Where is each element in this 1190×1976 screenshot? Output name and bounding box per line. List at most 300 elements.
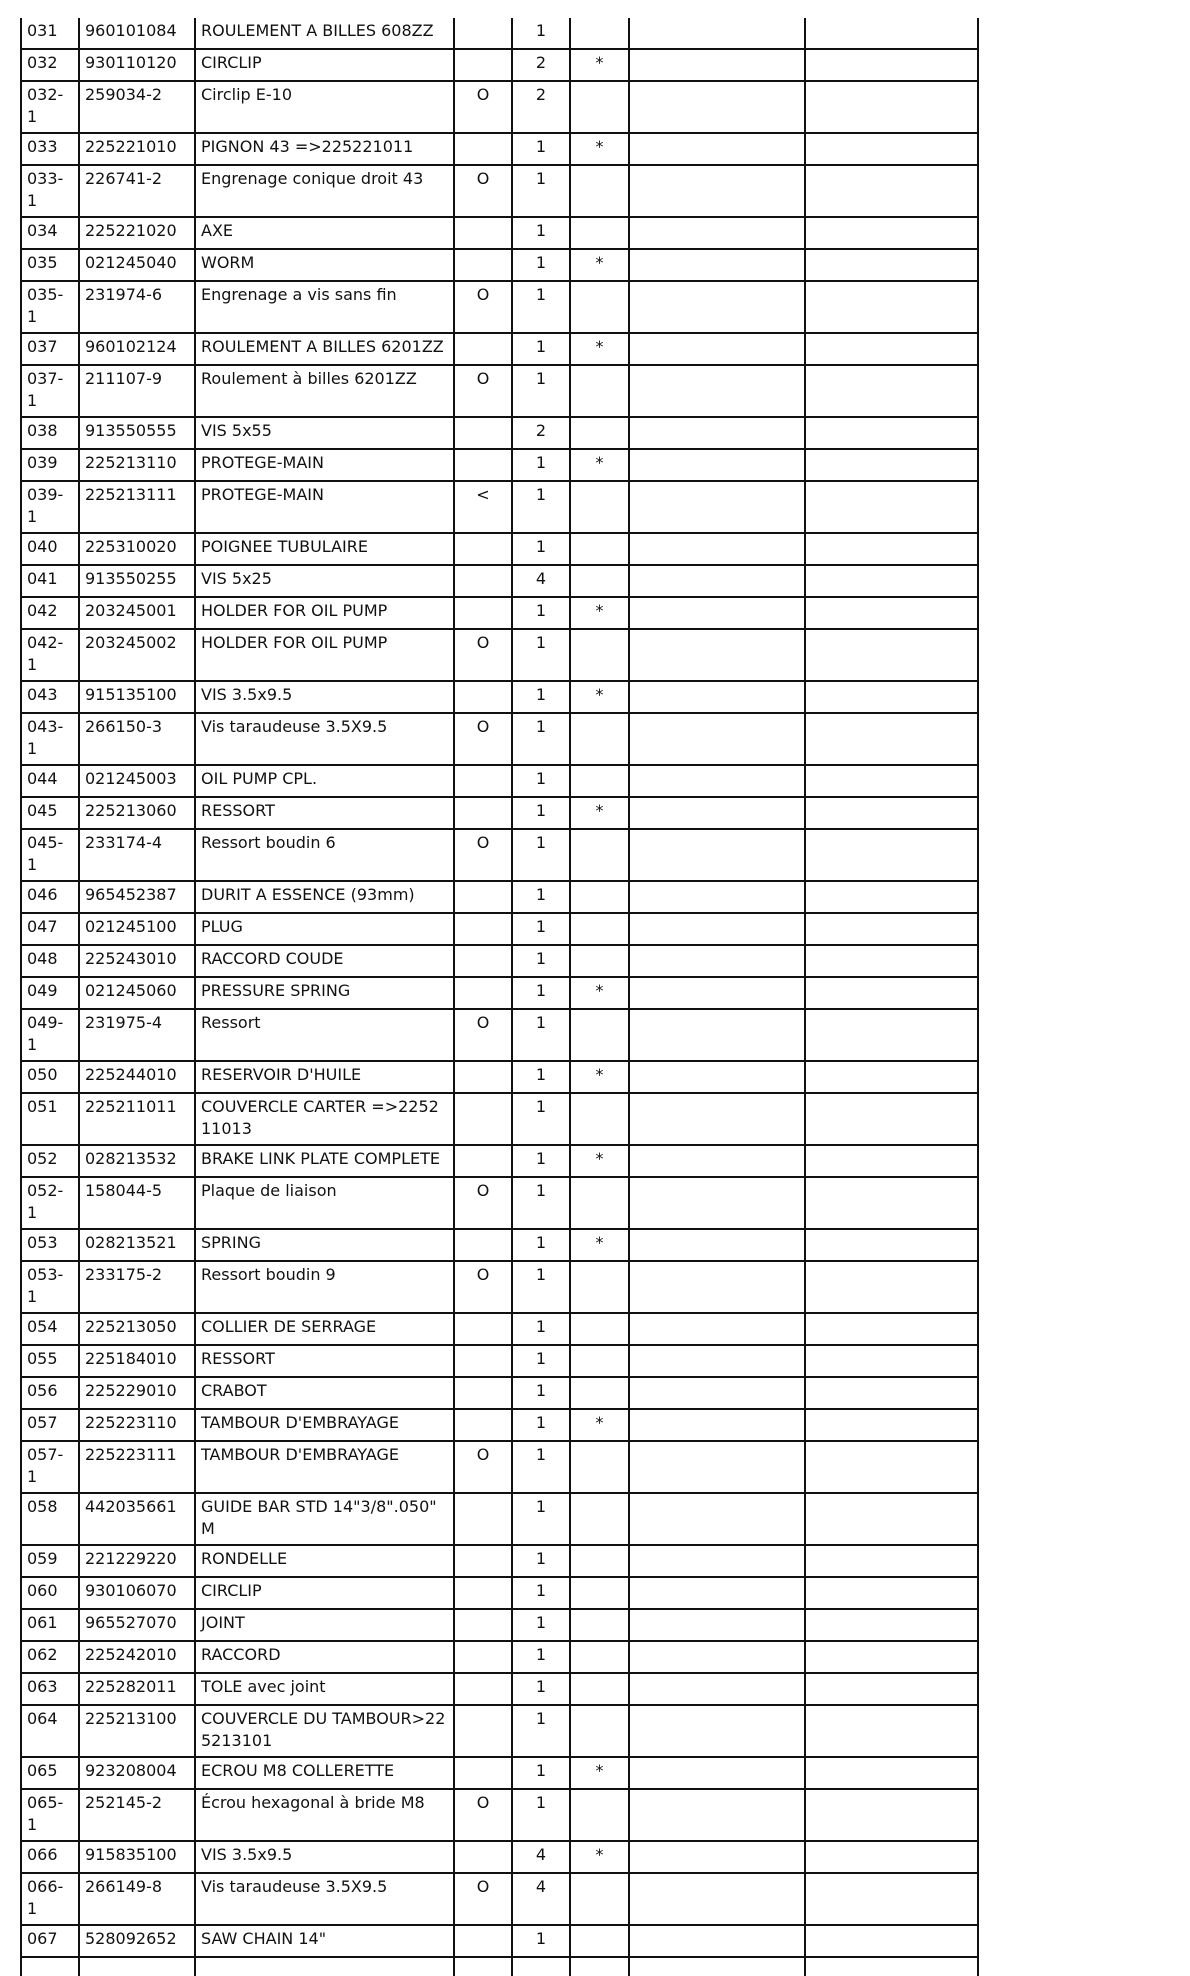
note-cell: * (570, 133, 629, 165)
table-row (21, 217, 978, 249)
part-number-cell: 203245002 (79, 629, 195, 681)
ref-cell: 044 (21, 765, 79, 797)
description-cell: VIS 3.5x9.5 (195, 1841, 454, 1873)
empty-cell (454, 1957, 512, 1976)
marker-cell (454, 1409, 512, 1441)
extra-cell-1 (629, 165, 805, 217)
quantity-cell: 1 (512, 1641, 570, 1673)
marker-cell: O (454, 1789, 512, 1841)
ref-cell: 033-1 (21, 165, 79, 217)
note-cell: * (570, 249, 629, 281)
extra-cell-1 (629, 1705, 805, 1757)
quantity-cell: 2 (512, 49, 570, 81)
marker-cell: O (454, 1177, 512, 1229)
table-row (21, 1093, 978, 1145)
note-cell: * (570, 333, 629, 365)
table-row (21, 1673, 978, 1705)
table-row (21, 1757, 978, 1789)
note-cell (570, 481, 629, 533)
part-number-cell: 965452387 (79, 881, 195, 913)
marker-cell (454, 1145, 512, 1177)
note-cell: * (570, 597, 629, 629)
quantity-cell: 4 (512, 1873, 570, 1925)
empty-cell (570, 1957, 629, 1976)
marker-cell (454, 1061, 512, 1093)
part-number-cell: 960102124 (79, 333, 195, 365)
note-cell (570, 1609, 629, 1641)
quantity-cell: 1 (512, 713, 570, 765)
quantity-cell: 1 (512, 797, 570, 829)
table-row (21, 829, 978, 881)
marker-cell (454, 18, 512, 49)
ref-cell: 066-1 (21, 1873, 79, 1925)
description-cell: PRESSURE SPRING (195, 977, 454, 1009)
description-cell: Vis taraudeuse 3.5X9.5 (195, 713, 454, 765)
ref-cell: 049 (21, 977, 79, 1009)
marker-cell (454, 133, 512, 165)
quantity-cell: 2 (512, 81, 570, 133)
note-cell: * (570, 49, 629, 81)
part-number-cell: 225213100 (79, 1705, 195, 1757)
part-number-cell: 915835100 (79, 1841, 195, 1873)
extra-cell-1 (629, 1093, 805, 1145)
description-cell: TOLE avec joint (195, 1673, 454, 1705)
table-row (21, 1577, 978, 1609)
quantity-cell: 1 (512, 165, 570, 217)
quantity-cell: 1 (512, 1061, 570, 1093)
note-cell (570, 1377, 629, 1409)
table-row (21, 1841, 978, 1873)
ref-cell: 055 (21, 1345, 79, 1377)
extra-cell-1 (629, 217, 805, 249)
table-row (21, 1313, 978, 1345)
description-cell: TAMBOUR D'EMBRAYAGE (195, 1441, 454, 1493)
note-cell (570, 1577, 629, 1609)
table-row (21, 713, 978, 765)
note-cell (570, 829, 629, 881)
part-number-cell: 021245040 (79, 249, 195, 281)
extra-cell-1 (629, 765, 805, 797)
table-row (21, 165, 978, 217)
quantity-cell: 1 (512, 629, 570, 681)
extra-cell-2 (805, 217, 978, 249)
table-row (21, 1061, 978, 1093)
marker-cell (454, 977, 512, 1009)
note-cell (570, 1705, 629, 1757)
ref-cell: 053-1 (21, 1261, 79, 1313)
part-number-cell: 913550255 (79, 565, 195, 597)
description-cell: Plaque de liaison (195, 1177, 454, 1229)
quantity-cell: 1 (512, 249, 570, 281)
description-cell: COUVERCLE CARTER =>225211013 (195, 1093, 454, 1145)
description-cell: Engrenage a vis sans fin (195, 281, 454, 333)
extra-cell-1 (629, 629, 805, 681)
ref-cell: 050 (21, 1061, 79, 1093)
extra-cell-2 (805, 449, 978, 481)
part-number-cell: 225282011 (79, 1673, 195, 1705)
ref-cell: 052 (21, 1145, 79, 1177)
table-row (21, 1609, 978, 1641)
table-row (21, 1493, 978, 1545)
extra-cell-2 (805, 1705, 978, 1757)
extra-cell-1 (629, 797, 805, 829)
extra-cell-1 (629, 18, 805, 49)
table-row (21, 249, 978, 281)
marker-cell: O (454, 713, 512, 765)
extra-cell-2 (805, 281, 978, 333)
description-cell: OIL PUMP CPL. (195, 765, 454, 797)
extra-cell-2 (805, 1229, 978, 1261)
ref-cell: 043 (21, 681, 79, 713)
marker-cell: O (454, 1873, 512, 1925)
quantity-cell: 1 (512, 18, 570, 49)
extra-cell-2 (805, 1577, 978, 1609)
part-number-cell: 158044-5 (79, 1177, 195, 1229)
extra-cell-2 (805, 713, 978, 765)
table-row (21, 1641, 978, 1673)
part-number-cell: 203245001 (79, 597, 195, 629)
ref-cell: 058 (21, 1493, 79, 1545)
extra-cell-2 (805, 417, 978, 449)
quantity-cell: 1 (512, 681, 570, 713)
note-cell: * (570, 797, 629, 829)
description-cell: VIS 5x25 (195, 565, 454, 597)
description-cell: Vis taraudeuse 3.5X9.5 (195, 1873, 454, 1925)
ref-cell: 039 (21, 449, 79, 481)
extra-cell-1 (629, 1261, 805, 1313)
description-cell: ECROU M8 COLLERETTE (195, 1757, 454, 1789)
quantity-cell: 1 (512, 1441, 570, 1493)
extra-cell-1 (629, 533, 805, 565)
part-number-cell: 225221020 (79, 217, 195, 249)
marker-cell (454, 417, 512, 449)
ref-cell: 059 (21, 1545, 79, 1577)
ref-cell: 060 (21, 1577, 79, 1609)
extra-cell-1 (629, 1673, 805, 1705)
marker-cell (454, 249, 512, 281)
part-number-cell: 225223111 (79, 1441, 195, 1493)
extra-cell-1 (629, 1345, 805, 1377)
extra-cell-2 (805, 49, 978, 81)
table-row (21, 533, 978, 565)
table-row (21, 1229, 978, 1261)
quantity-cell: 1 (512, 1377, 570, 1409)
extra-cell-2 (805, 1409, 978, 1441)
quantity-cell: 1 (512, 1009, 570, 1061)
extra-cell-1 (629, 1177, 805, 1229)
extra-cell-2 (805, 765, 978, 797)
marker-cell (454, 1229, 512, 1261)
extra-cell-1 (629, 49, 805, 81)
part-number-cell: 028213521 (79, 1229, 195, 1261)
note-cell (570, 1313, 629, 1345)
description-cell: WORM (195, 249, 454, 281)
extra-cell-2 (805, 81, 978, 133)
marker-cell (454, 1641, 512, 1673)
ref-cell: 035-1 (21, 281, 79, 333)
ref-cell: 041 (21, 565, 79, 597)
extra-cell-2 (805, 977, 978, 1009)
description-cell: CIRCLIP (195, 49, 454, 81)
note-cell (570, 1925, 629, 1957)
part-number-cell: 226741-2 (79, 165, 195, 217)
quantity-cell: 1 (512, 533, 570, 565)
extra-cell-1 (629, 829, 805, 881)
quantity-cell: 1 (512, 1789, 570, 1841)
marker-cell: O (454, 281, 512, 333)
description-cell: RESSORT (195, 1345, 454, 1377)
marker-cell (454, 1925, 512, 1957)
description-cell: DURIT A ESSENCE (93mm) (195, 881, 454, 913)
extra-cell-2 (805, 1261, 978, 1313)
description-cell: JOINT (195, 1609, 454, 1641)
table-row (21, 913, 978, 945)
ref-cell: 066 (21, 1841, 79, 1873)
extra-cell-2 (805, 1441, 978, 1493)
ref-cell: 042 (21, 597, 79, 629)
extra-cell-1 (629, 81, 805, 133)
extra-cell-1 (629, 597, 805, 629)
marker-cell (454, 597, 512, 629)
table-row (21, 1409, 978, 1441)
part-number-cell: 021245100 (79, 913, 195, 945)
extra-cell-1 (629, 913, 805, 945)
ref-cell: 034 (21, 217, 79, 249)
note-cell (570, 913, 629, 945)
quantity-cell: 2 (512, 417, 570, 449)
extra-cell-1 (629, 1441, 805, 1493)
extra-cell-1 (629, 565, 805, 597)
extra-cell-1 (629, 1145, 805, 1177)
note-cell (570, 417, 629, 449)
description-cell: RACCORD COUDE (195, 945, 454, 977)
table-row (21, 797, 978, 829)
marker-cell: O (454, 1441, 512, 1493)
note-cell (570, 629, 629, 681)
table-row (21, 945, 978, 977)
quantity-cell: 1 (512, 597, 570, 629)
table-row (21, 49, 978, 81)
marker-cell (454, 449, 512, 481)
quantity-cell: 1 (512, 1673, 570, 1705)
marker-cell: O (454, 629, 512, 681)
part-number-cell: 225213060 (79, 797, 195, 829)
description-cell: RONDELLE (195, 1545, 454, 1577)
note-cell (570, 365, 629, 417)
description-cell: COLLIER DE SERRAGE (195, 1313, 454, 1345)
note-cell (570, 1545, 629, 1577)
parts-list-table (20, 18, 979, 1976)
ref-cell: 045-1 (21, 829, 79, 881)
description-cell: Roulement à billes 6201ZZ (195, 365, 454, 417)
note-cell (570, 217, 629, 249)
description-cell: Écrou hexagonal à bride M8 (195, 1789, 454, 1841)
marker-cell (454, 49, 512, 81)
empty-cell (629, 1957, 805, 1976)
quantity-cell: 1 (512, 1177, 570, 1229)
extra-cell-1 (629, 1009, 805, 1061)
marker-cell (454, 765, 512, 797)
parts-list-body (21, 18, 978, 1976)
part-number-cell: 960101084 (79, 18, 195, 49)
marker-cell (454, 333, 512, 365)
extra-cell-2 (805, 1493, 978, 1545)
ref-cell: 065-1 (21, 1789, 79, 1841)
ref-cell: 049-1 (21, 1009, 79, 1061)
ref-cell: 065 (21, 1757, 79, 1789)
extra-cell-2 (805, 945, 978, 977)
marker-cell (454, 1377, 512, 1409)
description-cell: POIGNEE TUBULAIRE (195, 533, 454, 565)
extra-cell-1 (629, 481, 805, 533)
part-number-cell: 225310020 (79, 533, 195, 565)
note-cell (570, 1261, 629, 1313)
marker-cell (454, 1705, 512, 1757)
table-row (21, 365, 978, 417)
description-cell: Ressort boudin 9 (195, 1261, 454, 1313)
table-row (21, 1873, 978, 1925)
marker-cell (454, 1673, 512, 1705)
table-row (21, 133, 978, 165)
empty-cell (79, 1957, 195, 1976)
note-cell: * (570, 977, 629, 1009)
description-cell: COUVERCLE DU TAMBOUR>225213101 (195, 1705, 454, 1757)
part-number-cell: 225243010 (79, 945, 195, 977)
marker-cell (454, 913, 512, 945)
table-row-cut-off (21, 1957, 978, 1976)
extra-cell-1 (629, 365, 805, 417)
ref-cell: 057 (21, 1409, 79, 1441)
extra-cell-2 (805, 1789, 978, 1841)
part-number-cell: 915135100 (79, 681, 195, 713)
quantity-cell: 1 (512, 1705, 570, 1757)
ref-cell: 039-1 (21, 481, 79, 533)
quantity-cell: 1 (512, 333, 570, 365)
note-cell (570, 533, 629, 565)
extra-cell-2 (805, 1061, 978, 1093)
description-cell: Engrenage conique droit 43 (195, 165, 454, 217)
quantity-cell: 1 (512, 1093, 570, 1145)
ref-cell: 032 (21, 49, 79, 81)
description-cell: SAW CHAIN 14" (195, 1925, 454, 1957)
extra-cell-2 (805, 1177, 978, 1229)
marker-cell (454, 945, 512, 977)
marker-cell (454, 533, 512, 565)
quantity-cell: 1 (512, 1409, 570, 1441)
empty-cell (21, 1957, 79, 1976)
ref-cell: 037-1 (21, 365, 79, 417)
table-row (21, 1545, 978, 1577)
extra-cell-1 (629, 1229, 805, 1261)
extra-cell-1 (629, 133, 805, 165)
table-row (21, 597, 978, 629)
note-cell (570, 1789, 629, 1841)
extra-cell-2 (805, 1757, 978, 1789)
note-cell (570, 881, 629, 913)
extra-cell-2 (805, 1873, 978, 1925)
part-number-cell: 221229220 (79, 1545, 195, 1577)
extra-cell-2 (805, 333, 978, 365)
extra-cell-2 (805, 249, 978, 281)
quantity-cell: 4 (512, 565, 570, 597)
ref-cell: 053 (21, 1229, 79, 1261)
ref-cell: 045 (21, 797, 79, 829)
ref-cell: 067 (21, 1925, 79, 1957)
part-number-cell: 965527070 (79, 1609, 195, 1641)
quantity-cell: 1 (512, 1925, 570, 1957)
table-row (21, 1441, 978, 1493)
extra-cell-2 (805, 1313, 978, 1345)
quantity-cell: 1 (512, 1493, 570, 1545)
description-cell: RESERVOIR D'HUILE (195, 1061, 454, 1093)
extra-cell-1 (629, 417, 805, 449)
description-cell: CIRCLIP (195, 1577, 454, 1609)
part-number-cell: 923208004 (79, 1757, 195, 1789)
part-number-cell: 028213532 (79, 1145, 195, 1177)
marker-cell (454, 1841, 512, 1873)
ref-cell: 031 (21, 18, 79, 49)
part-number-cell: 259034-2 (79, 81, 195, 133)
quantity-cell: 1 (512, 913, 570, 945)
table-row (21, 1345, 978, 1377)
ref-cell: 051 (21, 1093, 79, 1145)
marker-cell (454, 1313, 512, 1345)
table-row (21, 1705, 978, 1757)
ref-cell: 046 (21, 881, 79, 913)
quantity-cell: 1 (512, 1757, 570, 1789)
note-cell: * (570, 1409, 629, 1441)
extra-cell-1 (629, 945, 805, 977)
part-number-cell: 528092652 (79, 1925, 195, 1957)
extra-cell-1 (629, 1061, 805, 1093)
quantity-cell: 1 (512, 481, 570, 533)
empty-cell (805, 1957, 978, 1976)
note-cell (570, 18, 629, 49)
extra-cell-1 (629, 1313, 805, 1345)
description-cell: ROULEMENT A BILLES 608ZZ (195, 18, 454, 49)
extra-cell-2 (805, 1345, 978, 1377)
part-number-cell: 442035661 (79, 1493, 195, 1545)
note-cell (570, 1873, 629, 1925)
quantity-cell: 1 (512, 1345, 570, 1377)
note-cell (570, 1493, 629, 1545)
note-cell: * (570, 1841, 629, 1873)
extra-cell-2 (805, 565, 978, 597)
ref-cell: 052-1 (21, 1177, 79, 1229)
note-cell: * (570, 1145, 629, 1177)
quantity-cell: 1 (512, 449, 570, 481)
quantity-cell: 1 (512, 1609, 570, 1641)
marker-cell (454, 1493, 512, 1545)
extra-cell-2 (805, 1545, 978, 1577)
description-cell: Circlip E-10 (195, 81, 454, 133)
extra-cell-2 (805, 133, 978, 165)
description-cell: CRABOT (195, 1377, 454, 1409)
part-number-cell: 913550555 (79, 417, 195, 449)
part-number-cell: 231975-4 (79, 1009, 195, 1061)
ref-cell: 033 (21, 133, 79, 165)
table-row (21, 333, 978, 365)
note-cell: * (570, 1229, 629, 1261)
note-cell: * (570, 681, 629, 713)
marker-cell (454, 1093, 512, 1145)
extra-cell-2 (805, 681, 978, 713)
marker-cell (454, 1609, 512, 1641)
part-number-cell: 225213110 (79, 449, 195, 481)
ref-cell: 038 (21, 417, 79, 449)
note-cell: * (570, 449, 629, 481)
table-row (21, 18, 978, 49)
